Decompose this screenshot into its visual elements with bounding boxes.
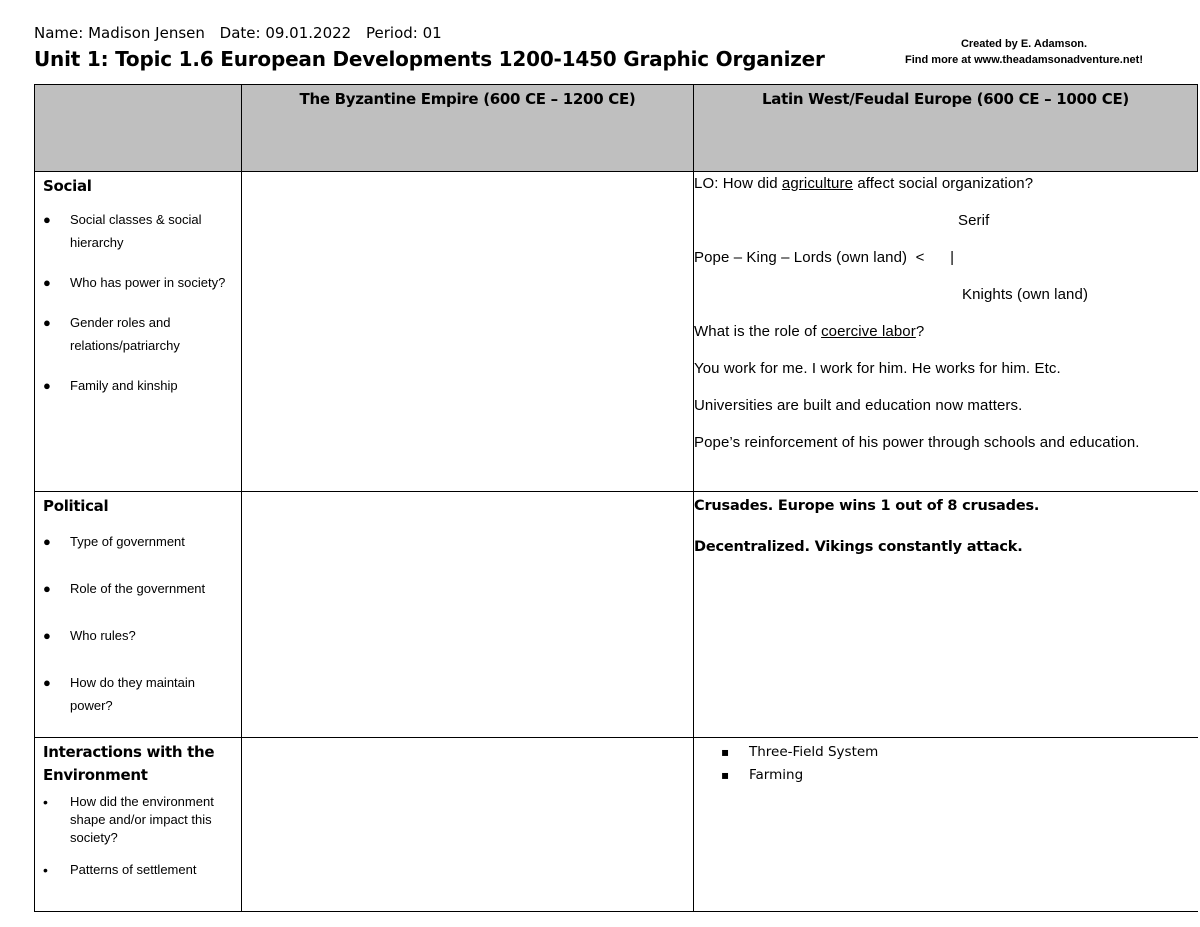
environment-latin-cell[interactable] <box>694 738 1198 912</box>
credit-block <box>884 36 1164 68</box>
environment-prompts <box>35 793 241 879</box>
credit-website: Find more at www.theadamsonadventure.net! <box>905 54 1143 66</box>
student-info <box>34 24 452 42</box>
list-item: ● Role of the government <box>35 577 241 600</box>
row-social <box>35 172 1198 492</box>
list-item: ● Who rules? <box>35 624 241 647</box>
social-prompts <box>35 208 241 397</box>
column-header-latin-west: Latin West/Feudal Europe (600 CE – 1000 CE) <box>694 85 1198 172</box>
political-byzantine-cell[interactable] <box>242 492 694 738</box>
social-topic-cell <box>35 172 242 492</box>
list-item: ● Type of government <box>35 530 241 553</box>
environment-byzantine-cell[interactable] <box>242 738 694 912</box>
political-latin-notes <box>694 492 1198 558</box>
social-latin-cell[interactable] <box>694 172 1198 492</box>
row-political <box>35 492 1198 738</box>
assignment-date: Date: 09.01.2022 <box>219 24 352 42</box>
list-item: ▪ Three-Field System <box>694 741 1198 764</box>
list-item: ● How do they maintain power? <box>35 671 241 717</box>
decentralized-note: Decentralized. Vikings constantly attack. <box>694 539 1023 555</box>
list-item: ● Gender roles and relations/patriarchy <box>35 311 241 357</box>
hierarchy-note: Pope – King – Lords (own land) < | <box>694 249 955 266</box>
list-item: ● Social classes & social hierarchy <box>35 208 241 254</box>
coercive-labor-question: What is the role of coercive labor? <box>694 323 925 340</box>
learning-objective: LO: How did agriculture affect social organization? <box>694 175 1034 192</box>
list-item: ● Family and kinship <box>35 374 241 397</box>
environment-title: Interactions with the Environment <box>43 743 215 784</box>
class-period: Period: 01 <box>366 24 442 42</box>
graphic-organizer-table <box>34 84 1198 912</box>
list-item: • How did the environment shape and/or impact this society? <box>35 793 241 847</box>
list-item: ● Who has power in society? <box>35 271 241 294</box>
political-title: Political <box>43 497 109 515</box>
header-empty-cell <box>35 85 242 172</box>
universities-note: Universities are built and education now matters. <box>694 397 1023 414</box>
social-title: Social <box>43 177 92 195</box>
social-latin-notes <box>694 173 1198 454</box>
table-header-row <box>35 85 1198 172</box>
work-note: You work for me. I work for him. He works for him. Etc. <box>694 360 1061 377</box>
environment-latin-notes <box>694 741 1198 787</box>
political-latin-cell[interactable] <box>694 492 1198 738</box>
list-item: • Patterns of settlement <box>35 861 241 879</box>
serif-note: Serif <box>958 212 990 229</box>
column-header-byzantine: The Byzantine Empire (600 CE – 1200 CE) <box>242 85 694 172</box>
knights-note: Knights (own land) <box>962 286 1089 303</box>
student-name: Name: Madison Jensen <box>34 24 205 42</box>
crusades-note: Crusades. Europe wins 1 out of 8 crusades. <box>694 498 1040 514</box>
political-prompts <box>35 530 241 717</box>
environment-topic-cell <box>35 738 242 912</box>
list-item: ▪ Farming <box>694 764 1198 787</box>
document-title: Unit 1: Topic 1.6 European Developments 1200-1450 Graphic Organizer <box>34 47 825 71</box>
pope-note: Pope’s reinforcement of his power through schools and education. <box>694 434 1140 451</box>
social-byzantine-cell[interactable] <box>242 172 694 492</box>
credit-author: Created by E. Adamson. <box>960 38 1088 50</box>
row-environment <box>35 738 1198 912</box>
political-topic-cell <box>35 492 242 738</box>
